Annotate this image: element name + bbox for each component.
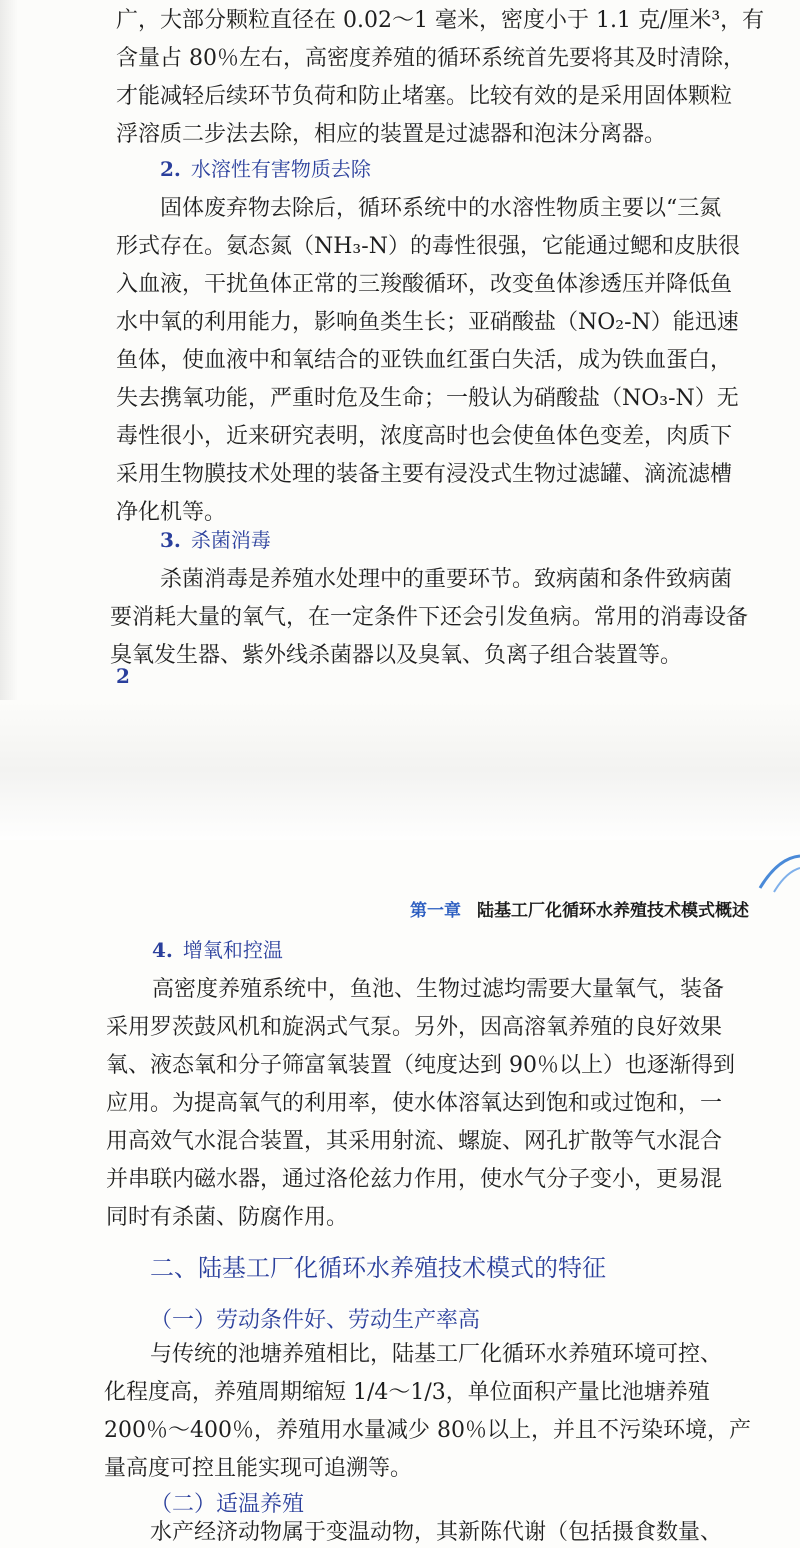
- text-line: 固体废弃物去除后，循环系统中的水溶性物质主要以“三氮: [160, 196, 722, 221]
- top-book-page: [0, 0, 800, 770]
- text-line: 广，大部分颗粒直径在 0.02～1 毫米，密度小于 1.1 克/厘米³，有: [116, 8, 765, 33]
- running-head: [410, 896, 749, 921]
- text-line: 浮溶质二步法去除，相应的装置是过滤器和泡沫分离器。: [116, 122, 667, 147]
- chapter-title: 陆基工厂化循环水养殖技术模式概述: [477, 901, 749, 921]
- text-line: 200％～400％，养殖用水量减少 80％以上，并且不污染环境，产: [104, 1418, 751, 1443]
- text-line: 毒性很小，近来研究表明，浓度高时也会使鱼体色变差，肉质下: [116, 424, 733, 449]
- text-line: 含量占 80％左右，高密度养殖的循环系统首先要将其及时清除，: [116, 46, 745, 71]
- text-line: 化程度高，养殖周期缩短 1/4～1/3，单位面积产量比池塘养殖: [104, 1380, 710, 1405]
- text-line: 净化机等。: [116, 500, 227, 525]
- text-line: 水产经济动物属于变温动物，其新陈代谢（包括摄食数量、: [150, 1520, 723, 1545]
- text-line: 失去携氧功能，严重时危及生命；一般认为硝酸盐（NO₃-N）无: [116, 386, 739, 411]
- text-line: 采用生物膜技术处理的装备主要有浸没式生物过滤罐、滴流滤槽: [116, 462, 733, 487]
- text-line: 量高度可控且能实现可追溯等。: [104, 1456, 413, 1481]
- section-number: 2.: [160, 157, 181, 181]
- chapter-section-heading: 二、陆基工厂化循环水养殖技术模式的特征: [150, 1254, 606, 1282]
- text-line: 入血液，干扰鱼体正常的三羧酸循环，改变鱼体渗透压并降低鱼: [116, 272, 733, 297]
- text-line: 水中氧的利用能力，影响鱼类生长；亚硝酸盐（NO₂-N）能迅速: [116, 310, 739, 335]
- text-line: 杀菌消毒是养殖水处理中的重要环节。致病菌和条件致病菌: [160, 567, 733, 592]
- text-line: 应用。为提高氧气的利用率，使水体溶氧达到饱和或过饱和，一: [106, 1091, 723, 1116]
- section-heading-4: [152, 936, 283, 964]
- section-title: 增氧和控温: [182, 938, 283, 962]
- text-line: 氧、液态氧和分子筛富氧装置（纯度达到 90％以上）也逐渐得到: [106, 1053, 735, 1078]
- text-line: 并串联内磁水器，通过洛伦兹力作用，使水气分子变小，更易混: [106, 1167, 723, 1192]
- text-line: 形式存在。氨态氮（NH₃-N）的毒性很强，它能通过鳃和皮肤很: [116, 234, 740, 259]
- chapter-label: 第一章: [410, 901, 461, 921]
- text-line: 臭氧发生器、紫外线杀菌器以及臭氧、负离子组合装置等。: [110, 643, 683, 668]
- page-number: 2: [116, 664, 130, 688]
- subsection-heading-1: （一）劳动条件好、劳动生产率高: [150, 1308, 481, 1333]
- section-title: 水溶性有害物质去除: [190, 157, 371, 181]
- text-line: 鱼体，使血液中和氧结合的亚铁血红蛋白失活，成为铁血蛋白，: [116, 348, 733, 373]
- text-line: 与传统的池塘养殖相比，陆基工厂化循环水养殖环境可控、: [150, 1342, 723, 1367]
- text-line: 要消耗大量的氧气，在一定条件下还会引发鱼病。常用的消毒设备: [110, 605, 749, 630]
- section-number: 4.: [152, 938, 173, 962]
- text-line: 同时有杀菌、防腐作用。: [106, 1205, 349, 1230]
- wave-decoration-icon: [740, 848, 800, 898]
- section-number: 3.: [160, 528, 181, 552]
- text-line: 用高效气水混合装置，其采用射流、螺旋、网孔扩散等气水混合: [106, 1129, 723, 1154]
- section-heading-3: [160, 526, 271, 554]
- section-title: 杀菌消毒: [190, 528, 271, 552]
- subsection-heading-2: （二）适温养殖: [150, 1492, 305, 1517]
- text-line: 才能减轻后续环节负荷和防止堵塞。比较有效的是采用固体颗粒: [116, 84, 733, 109]
- section-heading-2: [160, 155, 371, 183]
- text-line: 高密度养殖系统中，鱼池、生物过滤均需要大量氧气，装备: [152, 977, 725, 1002]
- text-line: 采用罗茨鼓风机和旋涡式气泵。另外，因高溶氧养殖的良好效果: [106, 1015, 723, 1040]
